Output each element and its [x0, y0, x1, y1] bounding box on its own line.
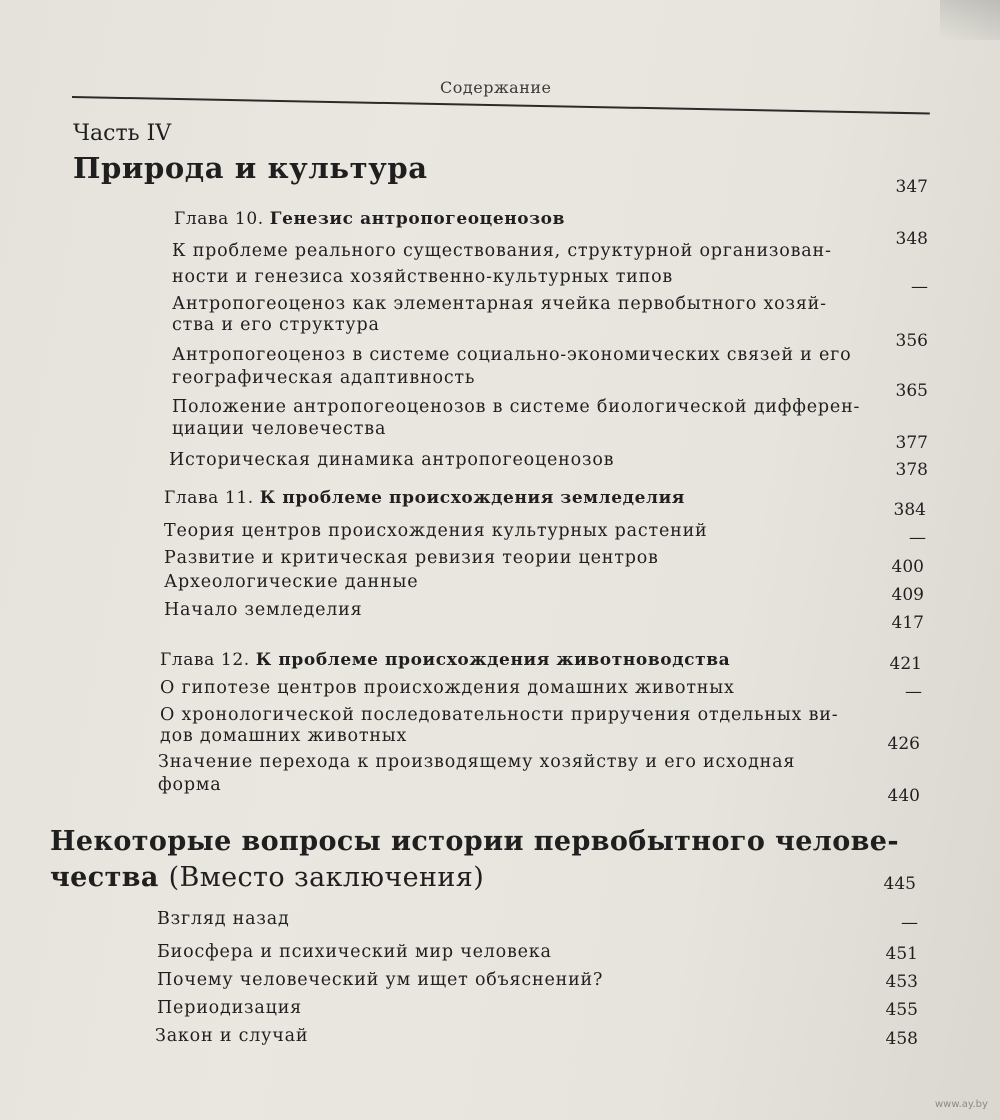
toc-line: Периодизация: [157, 998, 302, 1018]
page-number: 409: [891, 585, 924, 605]
part-title: Природа и культура: [73, 151, 428, 185]
page-number: 377: [895, 433, 928, 453]
chapter-11-heading: [164, 488, 685, 508]
toc-line: Почему человеческий ум ищет объяснений?: [157, 970, 604, 990]
conclusion-title-bold: чества: [50, 862, 159, 893]
conclusion-title-line-1: Некоторые вопросы истории первобытного челове-: [50, 826, 899, 857]
toc-line: Положение антропогеоценозов в системе биологической дифферен-: [172, 397, 861, 417]
toc-line: циации человечества: [172, 419, 387, 439]
conclusion-title-line-2: [50, 862, 484, 893]
toc-line: ности и генезиса хозяйственно-культурных типов: [172, 267, 674, 287]
header-rule: [72, 96, 930, 114]
toc-line: ства и его структура: [172, 315, 380, 335]
page-number: —: [909, 528, 926, 548]
chapter-title: К проблеме происхождения животноводства: [255, 650, 731, 670]
watermark: www.ay.by: [935, 1099, 988, 1110]
page-number: 347: [895, 177, 928, 197]
toc-line: Антропогеоценоз как элементарная ячейка первобытного хозяй-: [172, 294, 827, 314]
page-number: —: [905, 682, 922, 702]
chapter-title: К проблеме происхождения земледелия: [259, 488, 685, 508]
page-number: 384: [893, 500, 926, 520]
toc-line: Закон и случай: [155, 1026, 309, 1046]
page-number: 458: [885, 1029, 918, 1049]
toc-line: Историческая динамика антропогеоценозов: [169, 450, 615, 470]
conclusion-title-subtitle: (Вместо заключения): [168, 862, 485, 893]
page-number: 440: [887, 786, 920, 806]
toc-line: О гипотезе центров происхождения домашних животных: [160, 678, 735, 698]
page-number: 455: [885, 1000, 918, 1020]
part-label: Часть IV: [73, 121, 172, 146]
chapter-prefix: Глава 11.: [164, 488, 254, 508]
page-number: 365: [895, 381, 928, 401]
toc-line: Начало земледелия: [164, 600, 363, 620]
toc-line: Взгляд назад: [157, 909, 290, 929]
toc-line: Развитие и критическая ревизия теории центров: [164, 548, 659, 568]
chapter-title: Генезис антропогеоценозов: [269, 209, 566, 229]
page-number: —: [901, 913, 918, 933]
chapter-10-heading: [174, 209, 565, 229]
toc-line: Археологические данные: [164, 572, 419, 592]
running-header: Содержание: [440, 78, 552, 97]
toc-line: К проблеме реального существования, структурной организован-: [172, 241, 832, 261]
page-number: 378: [895, 460, 928, 480]
page-number: 445: [883, 874, 916, 894]
toc-line: Биосфера и психический мир человека: [157, 942, 552, 962]
toc-line: Значение перехода к производящему хозяйству и его исходная: [158, 752, 796, 772]
toc-line: форма: [158, 775, 222, 795]
page-number: 451: [885, 944, 918, 964]
chapter-prefix: Глава 10.: [174, 209, 264, 229]
page-corner-shadow: [940, 0, 1000, 40]
chapter-12-heading: [160, 650, 730, 670]
page-number: 421: [889, 654, 922, 674]
page-number: —: [911, 277, 928, 297]
page-number: 356: [895, 331, 928, 351]
page-number: 426: [887, 734, 920, 754]
page-number: 453: [885, 972, 918, 992]
chapter-prefix: Глава 12.: [160, 650, 250, 670]
toc-line: дов домашних животных: [160, 726, 408, 746]
toc-line: Антропогеоценоз в системе социально-экономических связей и его: [172, 345, 852, 365]
page-number: 400: [891, 557, 924, 577]
page-number: 348: [895, 229, 928, 249]
page-number: 417: [891, 613, 924, 633]
toc-line: О хронологической последовательности приручения отдельных ви-: [160, 705, 839, 725]
toc-line: Теория центров происхождения культурных растений: [164, 521, 708, 541]
toc-line: географическая адаптивность: [172, 368, 476, 388]
